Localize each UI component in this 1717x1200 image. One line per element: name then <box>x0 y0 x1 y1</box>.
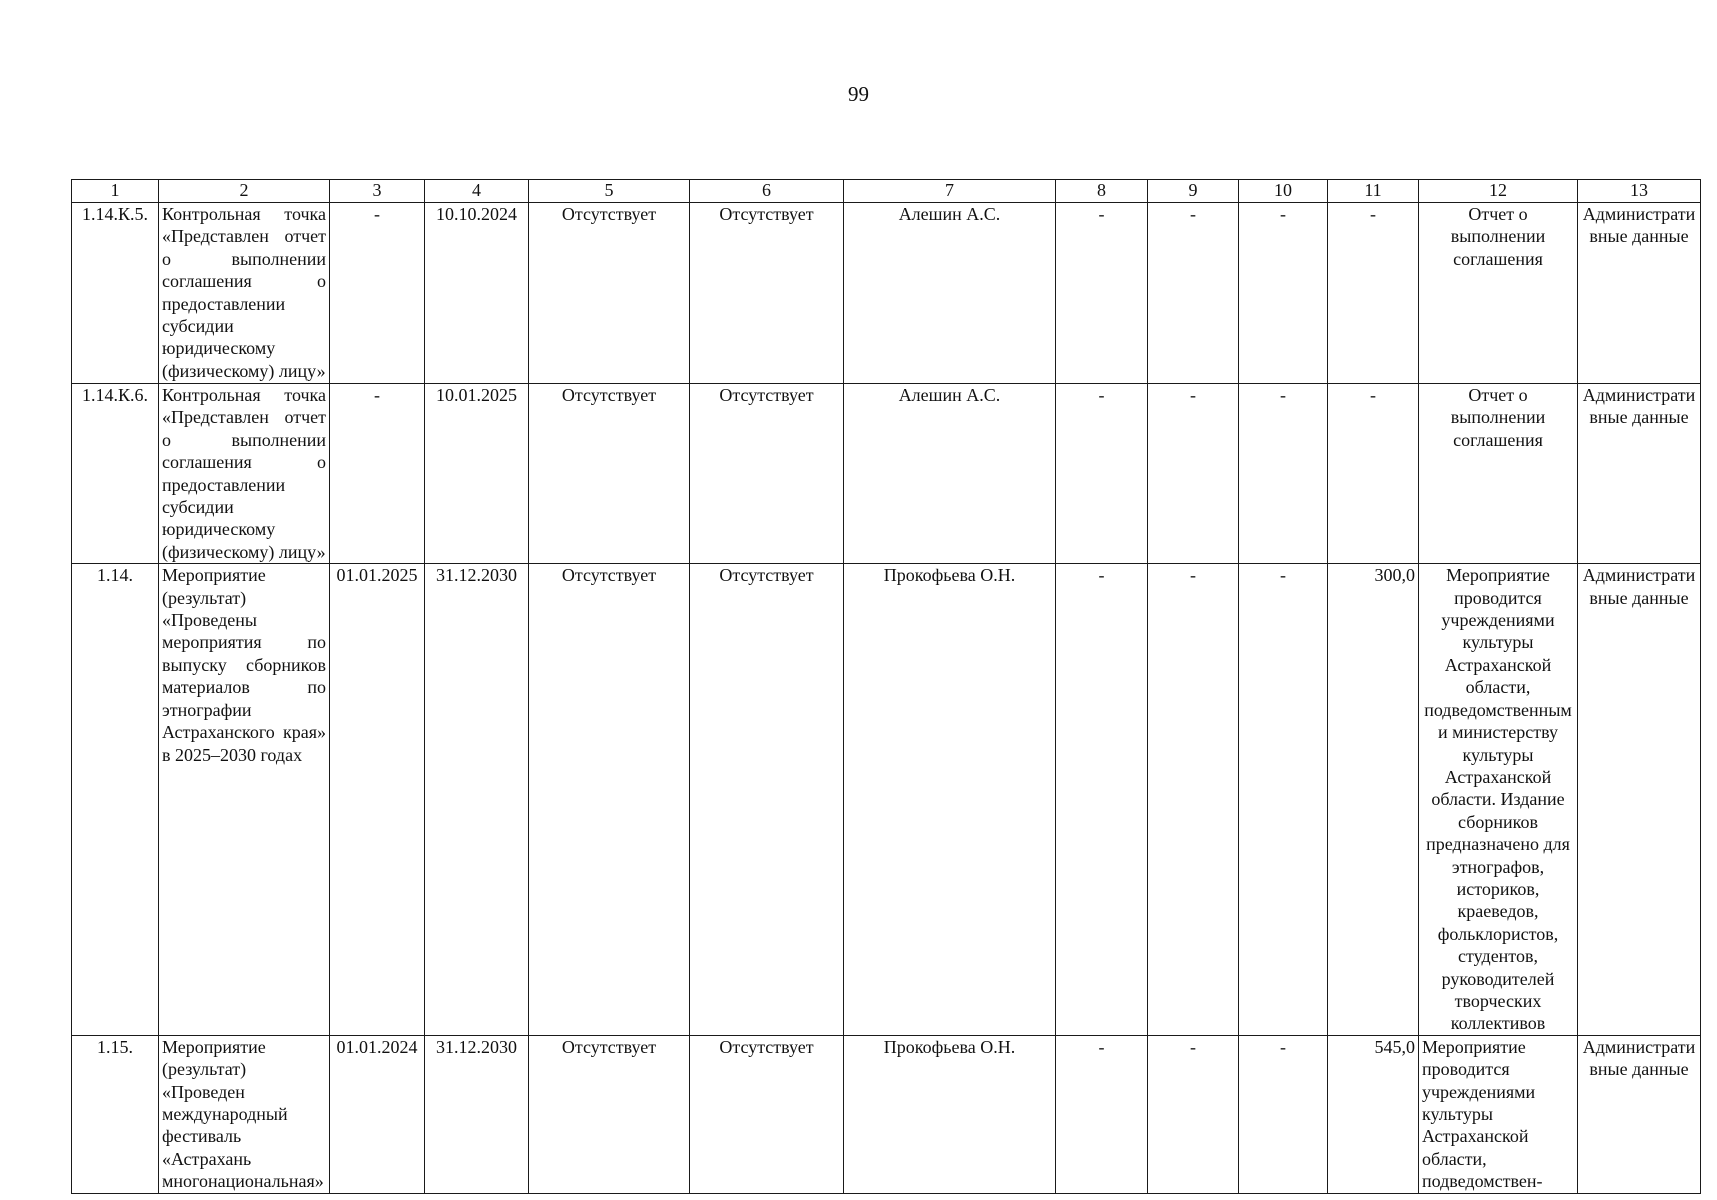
row-number-cell: 1.15. <box>72 1035 159 1193</box>
col9-cell: - <box>1148 384 1239 564</box>
col5-cell: Отсутствует <box>529 564 690 1036</box>
end-date-cell: 10.01.2025 <box>425 384 529 564</box>
header-cell: 6 <box>690 180 844 203</box>
header-cell: 13 <box>1578 180 1701 203</box>
description-cell: Мероприятие проводится учреждениями культуры Астраханской области, подведомствен- <box>1419 1035 1578 1193</box>
header-cell: 10 <box>1239 180 1328 203</box>
col10-cell: - <box>1239 564 1328 1036</box>
col10-cell: - <box>1239 384 1328 564</box>
source-cell: Административные данные <box>1578 564 1701 1036</box>
col5-cell: Отсутствует <box>529 1035 690 1193</box>
header-cell: 12 <box>1419 180 1578 203</box>
table-row <box>72 203 1701 384</box>
row-number-cell: 1.14. <box>72 564 159 1036</box>
responsible-cell: Алешин А.С. <box>844 384 1056 564</box>
col6-cell: Отсутствует <box>690 564 844 1036</box>
responsible-cell: Прокофьева О.Н. <box>844 564 1056 1036</box>
amount-cell: 545,0 <box>1328 1035 1419 1193</box>
col8-cell: - <box>1056 564 1148 1036</box>
col10-cell: - <box>1239 203 1328 384</box>
event-name-cell: Контрольная точка «Представлен отчет о выполнении соглашения о предоставлении субсидии юридическому (физическому) лицу» <box>159 384 330 564</box>
col9-cell: - <box>1148 1035 1239 1193</box>
table-row <box>72 1035 1701 1193</box>
amount-cell: 300,0 <box>1328 564 1419 1036</box>
col8-cell: - <box>1056 203 1148 384</box>
col8-cell: - <box>1056 384 1148 564</box>
row-number-cell: 1.14.К.5. <box>72 203 159 384</box>
end-date-cell: 10.10.2024 <box>425 203 529 384</box>
description-cell: Отчет о выполнении соглашения <box>1419 203 1578 384</box>
col6-cell: Отсутствует <box>690 1035 844 1193</box>
table-row <box>72 564 1701 1036</box>
source-cell: Административные данные <box>1578 1035 1701 1193</box>
event-name-cell: Контрольная точка «Представлен отчет о выполнении соглашения о предоставлении субсидии юридическому (физическому) лицу» <box>159 203 330 384</box>
data-table <box>71 179 1701 1194</box>
amount-cell: - <box>1328 203 1419 384</box>
header-cell: 11 <box>1328 180 1419 203</box>
col6-cell: Отсутствует <box>690 203 844 384</box>
source-cell: Административные данные <box>1578 384 1701 564</box>
end-date-cell: 31.12.2030 <box>425 564 529 1036</box>
header-cell: 5 <box>529 180 690 203</box>
responsible-cell: Алешин А.С. <box>844 203 1056 384</box>
table-header-row <box>72 180 1701 203</box>
start-date-cell: - <box>330 384 425 564</box>
event-name-cell: Мероприятие (результат) «Проведены мероприятия по выпуску сборников материалов по этнографии Астраханского края» в 2025–2030 годах <box>159 564 330 1036</box>
page-number: 99 <box>848 82 869 106</box>
header-cell: 1 <box>72 180 159 203</box>
header-cell: 4 <box>425 180 529 203</box>
col5-cell: Отсутствует <box>529 203 690 384</box>
header-cell: 3 <box>330 180 425 203</box>
start-date-cell: 01.01.2025 <box>330 564 425 1036</box>
col5-cell: Отсутствует <box>529 384 690 564</box>
amount-cell: - <box>1328 384 1419 564</box>
event-name-cell: Мероприятие (результат) «Проведен международный фестиваль «Астрахань многонациональная» <box>159 1035 330 1193</box>
col9-cell: - <box>1148 203 1239 384</box>
header-cell: 8 <box>1056 180 1148 203</box>
start-date-cell: - <box>330 203 425 384</box>
table-row <box>72 384 1701 564</box>
header-cell: 9 <box>1148 180 1239 203</box>
col6-cell: Отсутствует <box>690 384 844 564</box>
description-cell: Отчет о выполнении соглашения <box>1419 384 1578 564</box>
start-date-cell: 01.01.2024 <box>330 1035 425 1193</box>
col10-cell: - <box>1239 1035 1328 1193</box>
description-cell: Мероприятие проводится учреждениями культуры Астраханской области, подведомственными министерству культуры Астраханской области. Издание сборников предназначено для этнографов, историков, краеведов, фольклористов, студентов, руководителей творческих коллективов <box>1419 564 1578 1036</box>
end-date-cell: 31.12.2030 <box>425 1035 529 1193</box>
responsible-cell: Прокофьева О.Н. <box>844 1035 1056 1193</box>
source-cell: Административные данные <box>1578 203 1701 384</box>
header-cell: 2 <box>159 180 330 203</box>
row-number-cell: 1.14.К.6. <box>72 384 159 564</box>
header-cell: 7 <box>844 180 1056 203</box>
col8-cell: - <box>1056 1035 1148 1193</box>
col9-cell: - <box>1148 564 1239 1036</box>
